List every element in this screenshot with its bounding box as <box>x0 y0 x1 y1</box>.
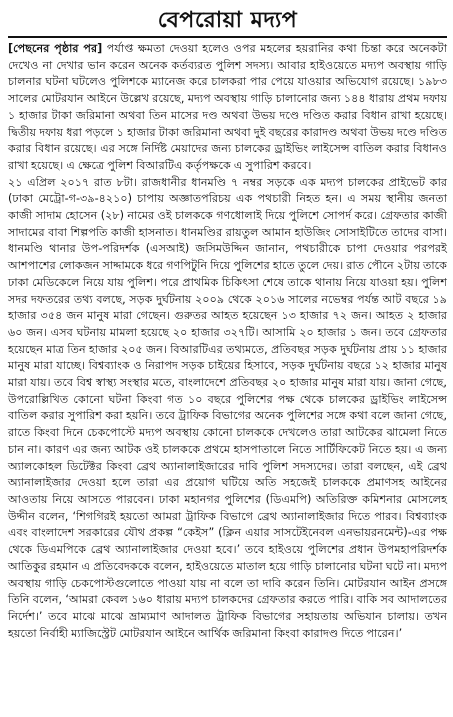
article-body <box>8 41 447 642</box>
article-paragraph-2 <box>8 175 447 643</box>
article-paragraph-1 <box>8 41 447 175</box>
continued-from-kicker: [পেছনের পৃষ্ঠার পর] <box>8 42 103 55</box>
article-headline: বেপরোয়া মদ্যপ <box>157 8 298 33</box>
paragraph-2-text: ২১ এপ্রিল ২০১৭ রাত ৮টা। রাজধানীর ধানমণ্ডি ৭ নম্বর সড়কে এক মদ্যপ চালকের প্রাইভেট কার (ঢাকা মেট্রো-গ-৩৯-৪২১০) চাপায় অজ্ঞাতপরিচয় এক পথচারী নিহত হন। এ সময় স্থানীয় জনতা কাজী সাদাম হোসেন (২৮) নামের ওই চালককে গণধোলাই দিয়ে পুলিশে সোপর্দ করে। গ্রেফতার কাজী সাদামের বাবা শিল্পপতি কাজী হাসনাত। ধানমণ্ডির রায়তুল আমান হাউজিং সোসাইটিতে তাদের বাসা। ধানমণ্ডি থানার উপ-পরিদর্শক (এসআই) জসিমউদ্দিন জানান, পথচারীকে চাপা দেওয়ার পরপরই আশপাশের লোকজন সাদ্দামকে ধরে গণপিটুনি দিয়ে পুলিশের হাতে তুলে দেয়। রাত পৌনে ২টায় তাকে ঢাকা মেডিকেলে নিয়ে যায় পুলিশ। পরে প্রাথমিক চিকিৎসা শেষে তাকে থানায় নিয়ে যাওয়া হয়। পুলিশ সদর দফতরের তথ্য বলছে, সড়ক দুর্ঘটনায় ২০০৯ থেকে ২০১৬ সালের নভেম্বর পর্যন্ত আট বছরে ১৯ হাজার ৩৫৪ জন মানুষ মারা গেছেন। গুরুতর আহত হয়েছেন ১৩ হাজার ৭২ জন। আহত ২ হাজার ৬০ জন। এসব ঘটনায় মামলা হয়েছে ২০ হাজার ৩২৭টি। আসামি ২০ হাজার ১ জন। তবে গ্রেফতার হয়েছেন মাত্র তিন হাজার ২০৫ জন। বিআরটিএর তথ্যমতে, প্রতিবছর সড়ক দুর্ঘটনায় প্রায় ১১ হাজার মানুষ মারা যাচ্ছে। বিশ্বব্যাংক ও নিরাপদ সড়ক চাইয়ের হিসাবে, সড়ক দুর্ঘটনায় বছরে ১২ হাজার মানুষ মারা যায়। তবে বিশ্ব স্বাস্থ্য সংস্থার মতে, বাংলাদেশে প্রতিবছর ২০ হাজার মানুষ মারা যায়। জানা গেছে, উপরোল্লিখিত কোনো ঘটনা কিংবা গত ১০ বছরে পুলিশের পক্ষ থেকে চালকের ড্রাইভিং লাইসেন্স বাতিল করার সুপারিশ করা হয়নি। তবে ট্রাফিক বিভাগের অনেক পুলিশের সঙ্গে কথা বলে জানা গেছে, রাতে কিংবা দিনে চেকপোস্টে মদ্যপ অবস্থায় কোনো চালককে দেখলেও তারা আটকের ঝামেলা নিতে চান না। কারণ এর জন্য আটক ওই চালককে প্রথমে হাসপাতালে নিতে সার্টিফিকেট নিতে হয়। এ জন্য অ্যালকোহল ডিটেক্টর কিংবা ব্রেথ অ্যানালাইজারের দাবি পুলিশ সদস্যদের। তারা বলছেন, এই ব্রেথ অ্যানালাইজার দেওয়া হলে তারা এর প্রয়োগ ঘটিয়ে অতি সহজেই চালককে প্রমাণসহ আইনের আওতায় নিয়ে আসতে পারবেন। ঢাকা মহানগর পুলিশের (ডিএমপি) অতিরিক্ত কমিশনার মোসলেহ উদ্দীন বলেন, ‘শিগগিরই হয়তো আমরা ট্রাফিক বিভাগে ব্রেথ অ্যানালাইজার দিতে পারব। বিশ্বব্যাংক এবং বাংলাদেশ সরকারের যৌথ প্রকল্প “কেইস” (ক্লিন এয়ার সাসটেইনেবল এনভায়রনমেন্ট)-এর পক্ষ থেকে ডিএমপিকে ব্রেথ অ্যানালাইজার দেওয়া হবে।’ তবে হাইওয়ে পুলিশের প্রধান উপমহাপরিদর্শক আতিকুর রহমান এ প্রতিবেদককে বলেন, হাইওয়েতে মাতাল হয়ে গাড়ি চালানোর ঘটনা ঘটে না। মদ্যপ অবস্থায় গাড়ি চেকপোস্টগুলোতে পাওয়া যায় না বলে তা দাবি করেন তিনি। মোটরযান আইন প্রসঙ্গে তিনি বলেন, ‘আমরা কেবল ১৬০ ধারায় মদ্যপ চালকদের গ্রেফতার করতে পারি। বাকি সব আদালতের নির্দেশ।’ তবে মাঝে মাঝে ভ্রাম্যমাণ আদালত ট্রাফিক বিভাগের সহায়তায় অভিযান চালায়। তখন হয়তো নির্বাহী ম্যাজিস্ট্রেট মোটরযান আইনে আর্থিক জরিমানা কিংবা কারাদণ্ড দিতে পারেন।’ <box>8 175 447 640</box>
headline-rule <box>8 36 447 38</box>
paragraph-1-text: পর্যাপ্ত ক্ষমতা দেওয়া হলেও ওপর মহলের হয়রানির কথা চিন্তা করে অনেকটা দেখেও না দেখার ভান করেন অনেক কর্তব্যরত পুলিশ সদস্য। আবার হাইওয়েতে মদ্যপ অবস্থায় গাড়ি চালনার ঘটনা ঘটলেও পুলিশকে ম্যানেজ করে চালকরা পার পেয়ে যাওয়ার অভিযোগ রয়েছে। ১৯৮৩ সালের মোটরযান আইনে উল্লেখ রয়েছে, মদ্যপ অবস্থায় গাড়ি চালানোর জন্য ১৪৪ ধারায় প্রথম দফায় ১ হাজার টাকা জরিমানা অথবা তিন মাসের দণ্ড অথবা উভয় দণ্ডে দণ্ডিত করার বিধান রাখা হয়েছে। দ্বিতীয় দফায় ধরা পড়লে ১ হাজার টাকা জরিমানা অথবা দুই বছরের কারাদণ্ড অথবা উভয় দণ্ডে দণ্ডিত করার বিধান রয়েছে। এর সঙ্গে নির্দিষ্ট মেয়াদের জন্য চালকের ড্রাইভিং লাইসেন্স বাতিল করার বিধানও রাখা হয়েছে। এ ক্ষেত্রে পুলিশ বিআরটিএ কর্তৃপক্ষকে এ সুপারিশ করবে। <box>8 42 447 172</box>
